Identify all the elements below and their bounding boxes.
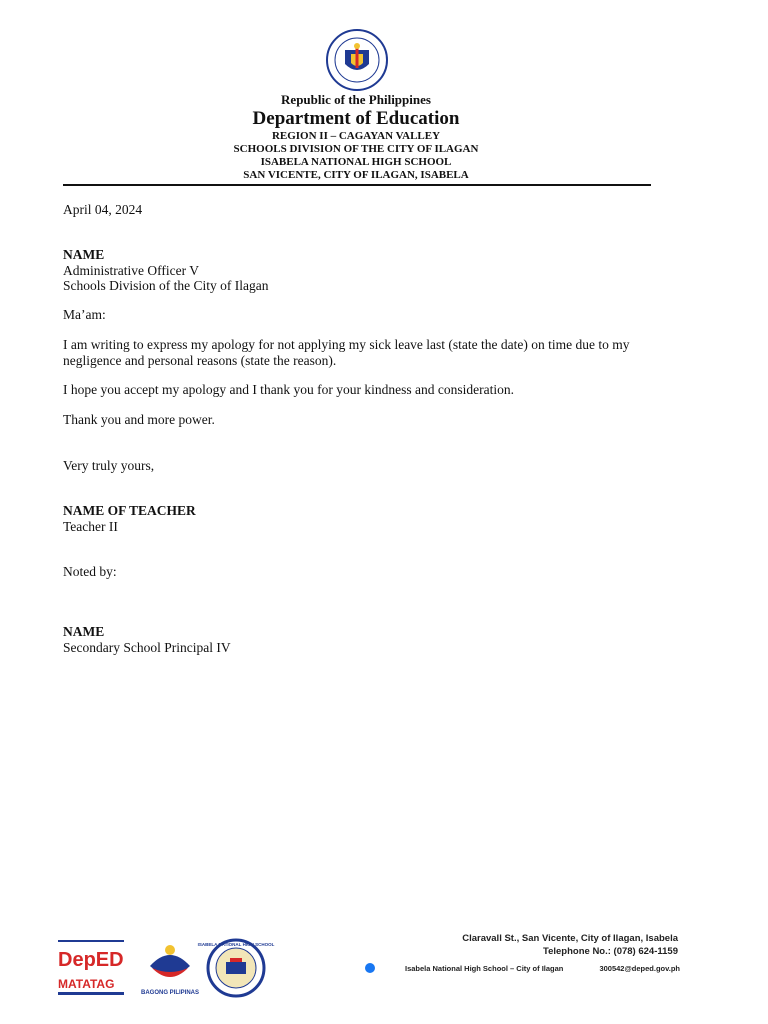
facebook-icon[interactable] xyxy=(365,963,375,973)
footer-telephone: Telephone No.: (078) 624-1159 xyxy=(543,946,678,957)
noted-by: Noted by: xyxy=(63,564,117,579)
division-line: SCHOOLS DIVISION OF THE CITY OF ILAGAN xyxy=(233,143,479,155)
footer-address: Claravall St., San Vicente, City of Ilagan, Isabela xyxy=(462,933,678,944)
footer-logos-graphic xyxy=(58,936,278,1000)
sender-block xyxy=(63,503,683,534)
republic-line: Republic of the Philippines xyxy=(281,92,431,107)
paragraph-2: I hope you accept my apology and I thank you for your kindness and consideration. xyxy=(63,382,515,397)
deped-logo-text: DepED xyxy=(58,949,124,971)
salutation: Ma’am: xyxy=(63,307,106,322)
header-divider xyxy=(63,184,651,186)
matatag-text: MATATAG xyxy=(58,977,115,991)
footer-contact xyxy=(462,932,678,958)
recipient-block xyxy=(63,247,683,294)
address-line: SAN VICENTE, CITY OF ILAGAN, ISABELA xyxy=(243,169,469,181)
recipient-office: Schools Division of the City of Ilagan xyxy=(63,278,269,293)
footer-logos xyxy=(58,936,278,1000)
noter-block xyxy=(63,624,683,655)
noter-name: NAME xyxy=(63,624,105,639)
department-title: Department of Education xyxy=(252,108,460,129)
footer-social-row xyxy=(365,962,680,976)
deped-seal-icon xyxy=(320,28,394,92)
bagong-pilipinas-text: BAGONG PILIPINAS xyxy=(140,990,200,996)
letter-date: April 04, 2024 xyxy=(63,202,143,217)
footer-facebook-label[interactable]: Isabela National High School – City of Ilagan xyxy=(405,964,564,973)
paragraph-1: I am writing to express my apology for not applying my sick leave last (state the date) on time due to my negligence and personal reasons (state the reason). xyxy=(63,337,630,368)
sender-title: Teacher II xyxy=(63,518,118,534)
sender-name: NAME OF TEACHER xyxy=(63,503,196,518)
footer-email[interactable]: 300542@deped.gov.ph xyxy=(599,964,680,973)
letterhead xyxy=(60,92,652,182)
school-seal-text: ISABELA NATIONAL HIGH SCHOOL xyxy=(197,942,275,947)
school-line: ISABELA NATIONAL HIGH SCHOOL xyxy=(260,156,452,168)
recipient-name: NAME xyxy=(63,247,105,262)
noter-title: Secondary School Principal IV xyxy=(63,639,231,655)
closing: Very truly yours, xyxy=(63,458,155,473)
recipient-title: Administrative Officer V xyxy=(63,262,199,278)
paragraph-3: Thank you and more power. xyxy=(63,412,215,427)
region-line: REGION II – CAGAYAN VALLEY xyxy=(271,130,441,142)
